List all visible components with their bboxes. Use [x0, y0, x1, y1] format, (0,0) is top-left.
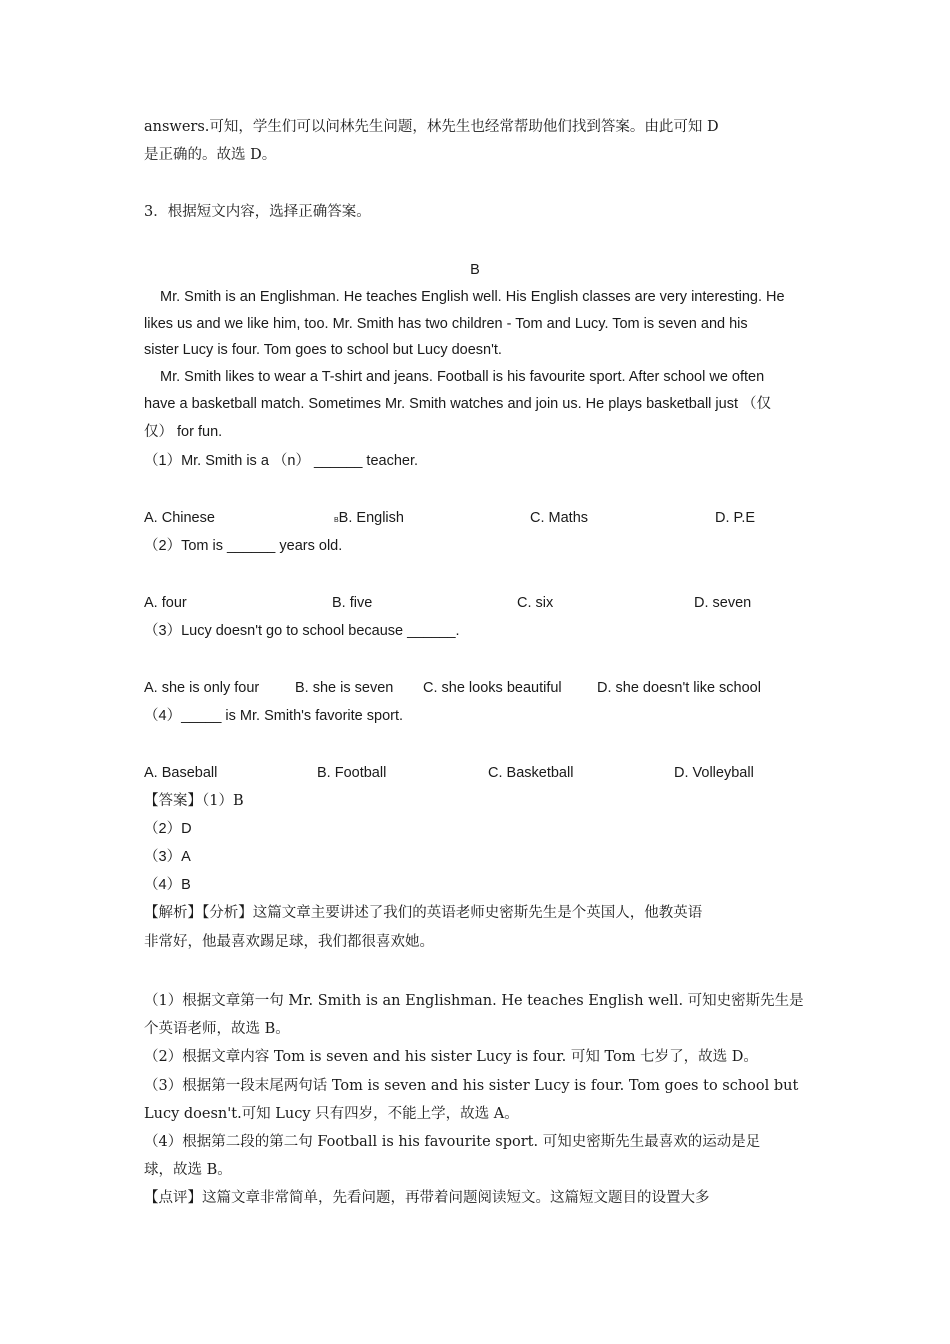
- passage-title: B: [470, 262, 480, 278]
- passage-line: sister Lucy is four. Tom goes to school but Lucy doesn't.: [144, 342, 502, 358]
- option-a: A. Baseball: [144, 765, 218, 781]
- option-b: B. she is seven: [295, 680, 394, 696]
- text-line: 是正确的。故选 D。: [144, 147, 277, 163]
- answer-line: （4）B: [144, 877, 191, 893]
- passage-line: Mr. Smith likes to wear a T-shirt and jeans. Football is his favourite sport. After school we often: [160, 369, 765, 385]
- explanation-line: （2）根据文章内容 Tom is seven and his sister Lucy is four. 可知 Tom 七岁了，故选 D。: [144, 1049, 758, 1065]
- option-b: B. Football: [317, 765, 387, 781]
- question-heading: 3．根据短文内容，选择正确答案。: [144, 204, 371, 220]
- option-d: D. seven: [694, 595, 752, 611]
- question-stem: （2）Tom is ______ years old.: [144, 538, 343, 554]
- option-b: [334, 508, 404, 531]
- option-b-mark: B: [334, 517, 339, 524]
- comment-line: 【点评】这篇文章非常简单，先看问题，再带着问题阅读短文。这篇短文题目的设置大多: [144, 1190, 710, 1206]
- option-c: C. six: [517, 595, 554, 611]
- question-stem: （4）_____ is Mr. Smith's favorite sport.: [144, 708, 404, 724]
- option-a: A. she is only four: [144, 680, 260, 696]
- answer-line: （3）A: [144, 849, 191, 865]
- explanation-line: （4）根据第二段的第二句 Football is his favourite sport. 可知史密斯先生最喜欢的运动是足: [144, 1134, 761, 1150]
- option-c: C. Basketball: [488, 765, 574, 781]
- option-d: D. she doesn't like school: [597, 680, 761, 696]
- option-c: C. Maths: [530, 510, 589, 526]
- passage-line: have a basketball match. Sometimes Mr. Smith watches and join us. He plays basketball just （仅: [144, 396, 772, 412]
- passage-line: likes us and we like him, too. Mr. Smith has two children - Tom and Lucy. Tom is seven and his: [144, 316, 748, 332]
- analysis-line: 非常好，他最喜欢踢足球，我们都很喜欢她。: [144, 934, 434, 950]
- question-stem: （1）Mr. Smith is a （n） ______ teacher.: [144, 453, 419, 469]
- explanation-line: （1）根据文章第一句 Mr. Smith is an Englishman. He teaches English well. 可知史密斯先生是: [144, 993, 804, 1009]
- explanation-line: Lucy doesn't.可知 Lucy 只有四岁，不能上学，故选 A。: [144, 1106, 519, 1122]
- explanation-line: （3）根据第一段末尾两句话 Tom is seven and his sister Lucy is four. Tom goes to school but: [144, 1078, 799, 1094]
- option-b-label: B. English: [338, 510, 404, 526]
- answer-line: （2）D: [144, 821, 192, 837]
- explanation-line: 球，故选 B。: [144, 1162, 232, 1178]
- option-b: B. five: [332, 595, 373, 611]
- option-c: C. she looks beautiful: [423, 680, 562, 696]
- option-d: D. P.E: [715, 510, 756, 526]
- option-a: A. Chinese: [144, 510, 215, 526]
- explanation-line: 个英语老师，故选 B。: [144, 1021, 290, 1037]
- analysis-line: 【解析】【分析】这篇文章主要讲述了我们的英语老师史密斯先生是个英国人，他教英语: [144, 905, 703, 921]
- passage-line: 仅） for fun.: [144, 424, 223, 440]
- option-d: D. Volleyball: [674, 765, 754, 781]
- question-stem: （3）Lucy doesn't go to school because ______.: [144, 623, 460, 639]
- option-a: A. four: [144, 595, 187, 611]
- answer-line: 【答案】（1）B: [144, 793, 244, 809]
- passage-line: Mr. Smith is an Englishman. He teaches English well. His English classes are very interesting. He: [160, 289, 785, 305]
- text-line: answers.可知，学生们可以问林先生问题，林先生也经常帮助他们找到答案。由此可知 D: [144, 119, 719, 135]
